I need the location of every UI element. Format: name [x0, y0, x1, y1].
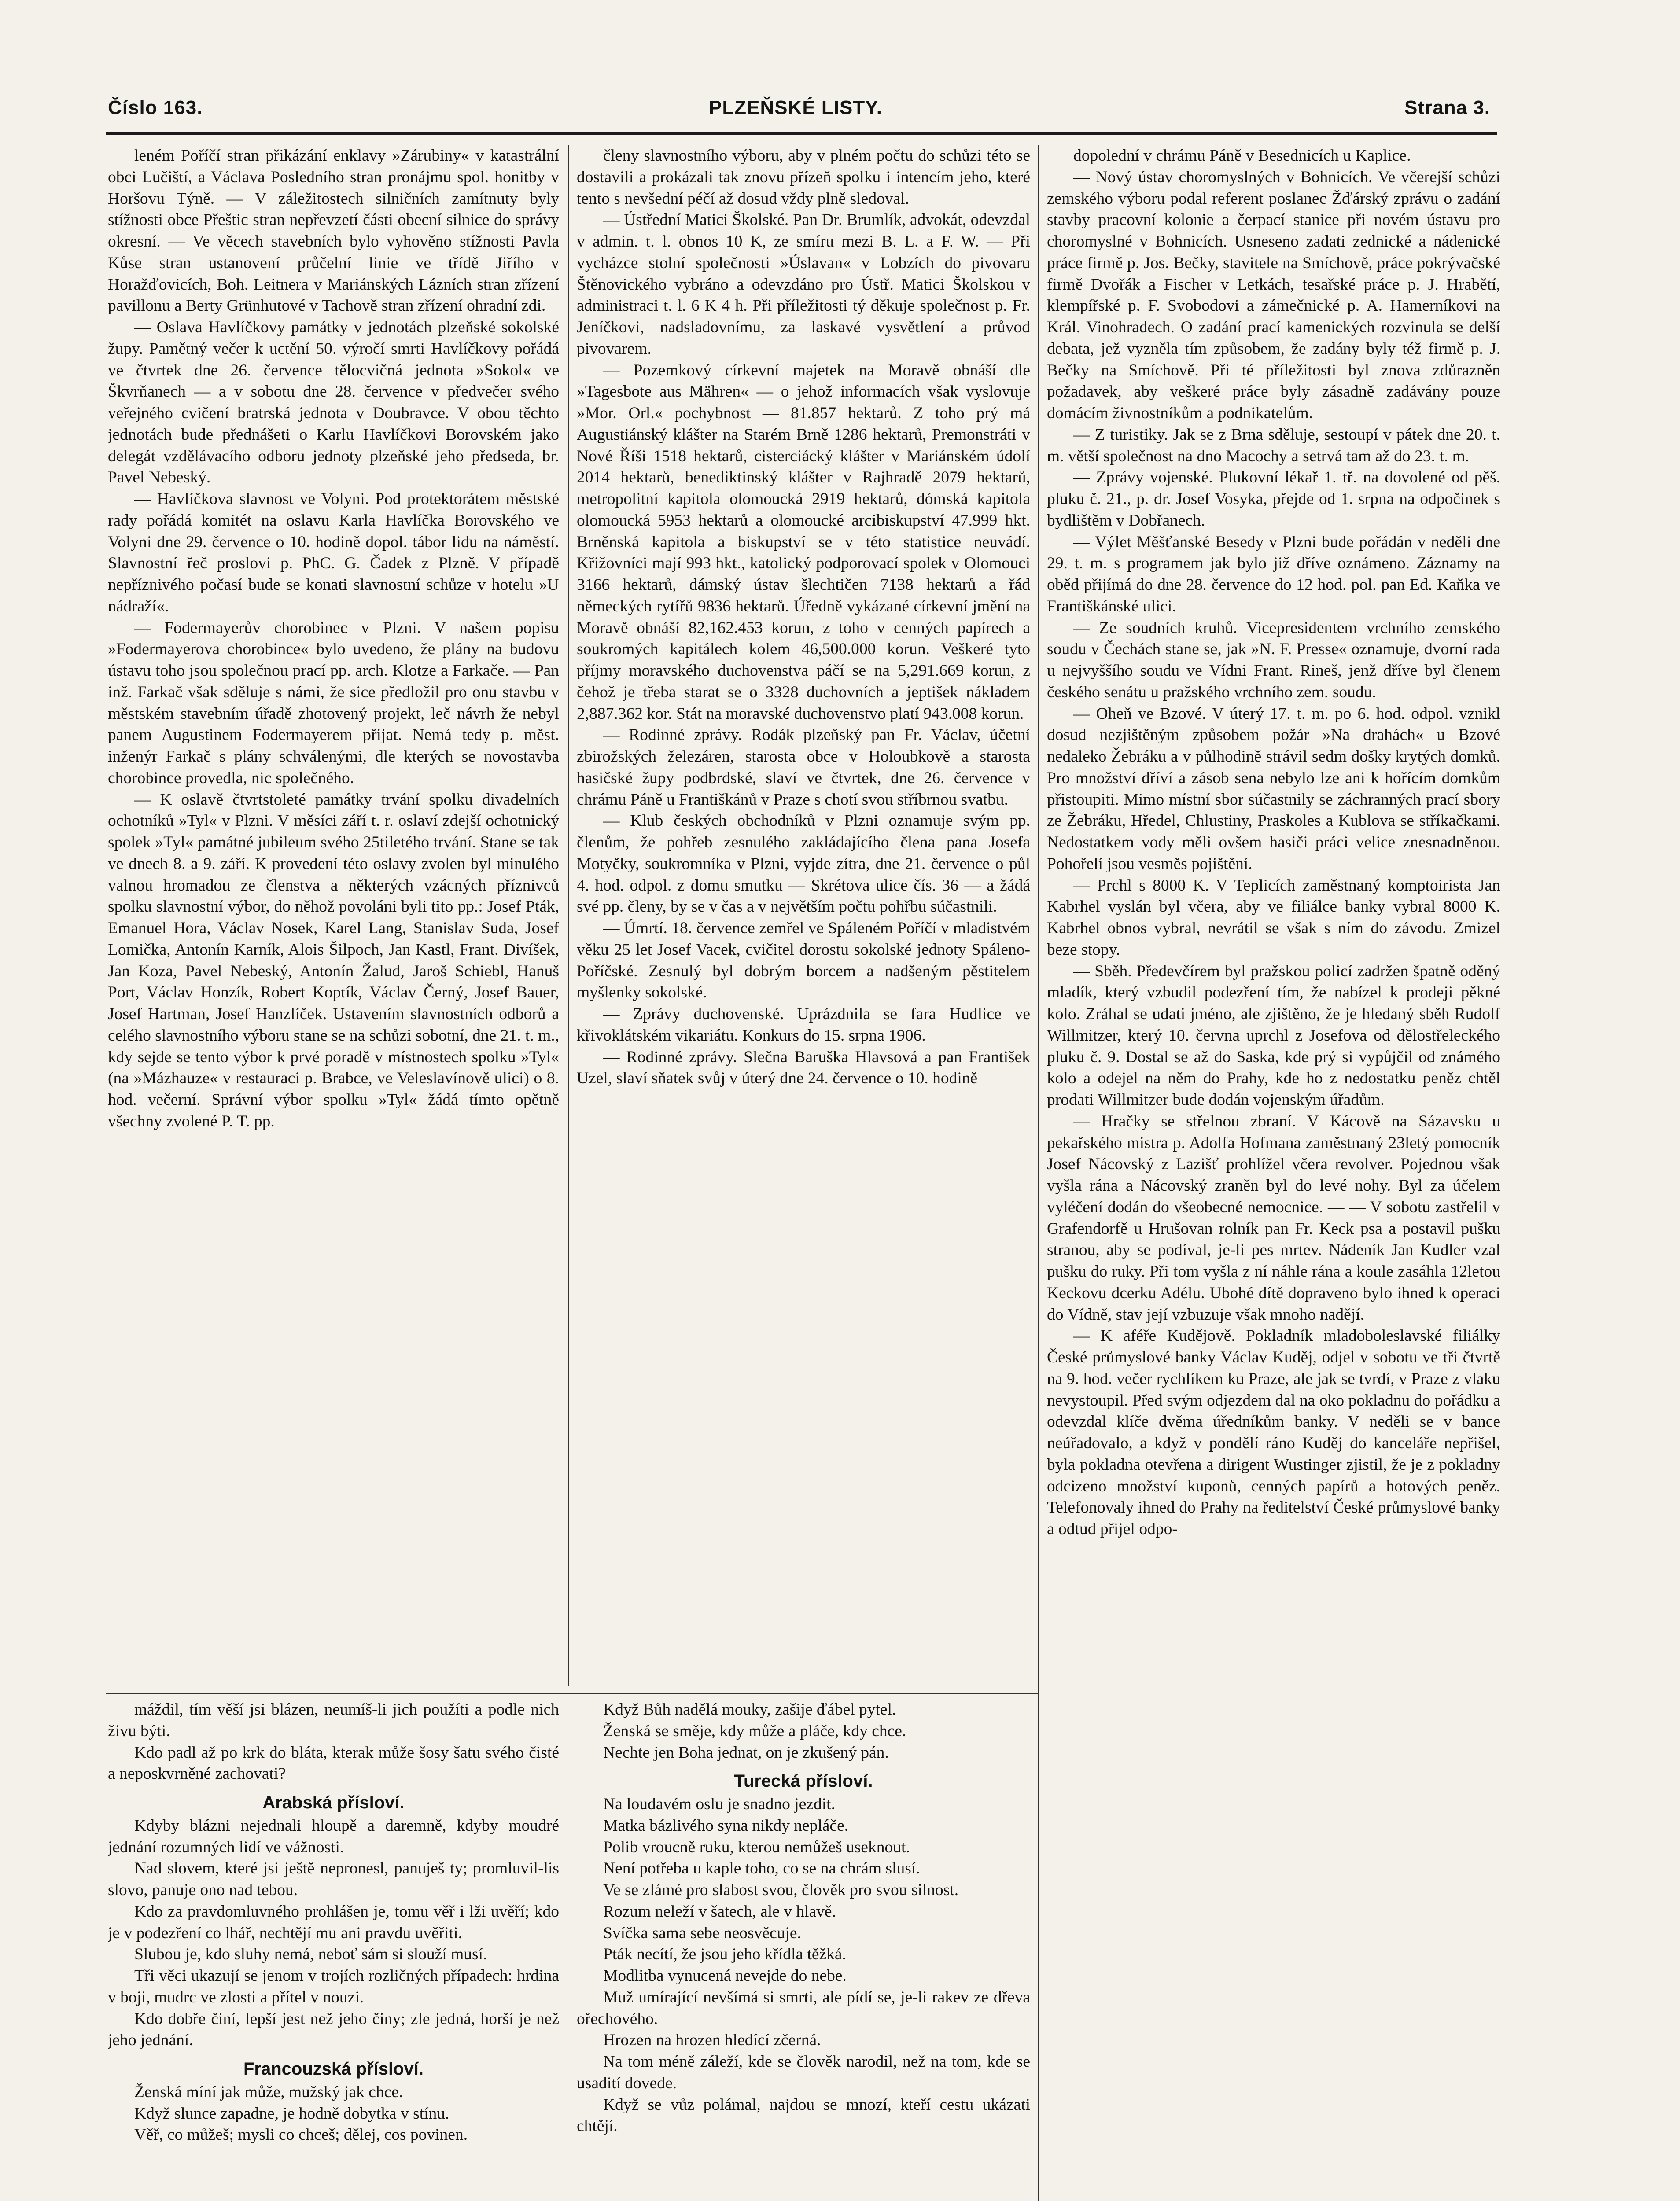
article: — K aféře Kudějově. Pokladník mladoboleslavské filiálky České průmyslové banky Václav Kuděj, odjel v sobotu ve tři čtvrtě na 9. hod. večer rychlíkem ku Praze, ale jak se tvrdí, v Praze z vlaku nevystoupil. Před svým odjezdem dal na oko pokladnu do pořádku a odevzdal klíče dvěma úředníkům banky. V neděli se v bance neúřadovalo, a když v pondělí ráno Kuděj do kanceláře nepřišel, byla pokladna otevřena a dirigent Wustinger zjistil, že je z pokladny odcizeno množství kuponů, cenných papírů a hotových peněz. Telefonovaly ihned do Prahy na ředitelství České průmyslové banky a odtud přijel odpo- — [1047, 1327, 1500, 1538]
section-heading: Francouzská přísloví. — [243, 2059, 424, 2079]
proverb: Na loudavém oslu je snadno jezdit. — [603, 1795, 835, 1813]
article: — Úmrtí. 18. července zemřel ve Spáleném Poříčí v mladistvém věku 25 let Josef Vacek, cvičitel dorostu sokolské jednoty Spáleno-Poříčské. Zesnulý byl dobrým borcem a nadšeným pěstitelem myšlenky sokolské. — [577, 919, 1030, 1002]
section-heading: Arabská přísloví. — [262, 1793, 405, 1812]
proverb: Na tom méně záleží, kde se člověk narodil, než na tom, kde se usadití dovede. — [577, 2053, 1030, 2092]
proverb: Když Bůh nadělá mouky, zašije ďábel pytel. — [603, 1700, 896, 1719]
proverb: Modlitba vynucená nevejde do nebe. — [603, 1967, 847, 1985]
feuilleton-column-1 — [108, 1699, 559, 2201]
article: — Pozemkový církevní majetek na Moravě obnáší dle »Tagesbote aus Mähren« — o jehož informacích však vyslovuje »Mor. Orl.« pochybnost — 81.857 hektarů. Z toho prý má Augustiánský klášter na Starém Brně 1286 hektarů, Premonstráti v Nové Říši 1518 hektarů, cisterciácký klášter v Mariánském údolí 2014 hektarů, benediktinský klášter v Rajhradě 2079 hektarů, metropolitní kapitola olomoucká 2919 hektarů, dómská kapitola olomoucká 5953 hektarů a olomoucké arcibiskupství 47.999 hkt. Brněnská kapitola a biskupství se v této statistice neuvádí. Křižovníci mají 993 hkt., katolický podporovací spolek v Olomouci 3166 hektarů, dámský ústav šlechtičen 7138 hektarů a řád německých rytířů 9836 hektarů. Úředně vykázané církevní jmění na Moravě obnáší 82,162.453 korun, z toho v cenných papírech a soukromých kapitálech kolem 46,500.000 korun. Veškeré tyto příjmy moravského duchovenstva páčí se na 5,291.669 korun, z čehož je třeba starat se o 3328 duchovních a jeptišek nákladem 2,887.362 kor. Stát na moravské duchovenstvo platí 943.008 korun. — [577, 361, 1030, 723]
proverb: Když se vůz polámal, najdou se mnozí, kteří cestu ukázati chtějí. — [577, 2095, 1030, 2135]
proverb: Slubou je, kdo sluhy nemá, neboť sám si slouží musí. — [134, 1945, 487, 1964]
proverb: Hrozen na hrozen hledící zčerná. — [603, 2031, 821, 2050]
feuilleton-rule — [106, 1693, 1038, 1694]
article: — Sběh. Předevčírem byl pražskou policí zadržen špatně oděný mladík, který vzbudil podezření tím, že nabízel k prodeji pěkné kolo. Zráhal se udati jméno, ale zjištěno, že je hledaný sběh Rudolf Willmitzer, který 10. června uprchl z Josefova od dělostřeleckého pluku č. 9. Dostal se až do Saska, kde prý si vypůjčil od známého kolo a odejel na něm do Prahy, kde ho z nedostatku peněz chtěl prodati Willmitzer bude dodán vojenským úřadům. — [1047, 962, 1500, 1109]
proverb: Ženská se směje, kdy může a pláče, kdy chce. — [603, 1722, 906, 1740]
article: — Ústřední Matici Školské. Pan Dr. Brumlík, advokát, odevzdal v admin. t. l. obnos 10 K, ze smíru mezi B. L. a F. W. — Při vycházce stolní společnosti »Úslavan« v Lobzích do pivovaru Štěnovického vybráno a odevzdáno pro Ústř. Matici Školskou v administraci t. l. 6 K 4 h. Při příležitosti tý děkuje společnost p. Fr. Jeníčkovi, nadsladovnímu, za laskavé vysvětlení a průvod pivovarem. — [577, 211, 1030, 358]
proverb: Polib vroucně ruku, kterou nemůžeš useknout. — [603, 1838, 910, 1856]
newspaper-title: PLZEŇSKÉ LISTY. — [709, 97, 882, 118]
feuilleton-column-2 — [577, 1699, 1030, 2201]
article: — Z turistiky. Jak se z Brna sděluje, sestoupí v pátek dne 20. t. m. větší společnost na dno Macochy a setrvá tam až do 23. t. m. — [1047, 425, 1500, 465]
article: — Zprávy vojenské. Plukovní lékař 1. tř. na dovolené od pěš. pluku č. 21., p. dr. Josef Vosyka, přejde od 1. srpna na odpočinek s bydlištěm v Dobřanech. — [1047, 468, 1500, 530]
column-2 — [577, 145, 1030, 1686]
proverb: Kdo padl až po krk do bláta, kterak může šosy šatu svého čisté a neposkvrněné zachovati? — [108, 1743, 559, 1783]
proverb: Ve se zlámé pro slabost svou, člověk pro svou silnost. — [603, 1881, 959, 1899]
section-heading: Turecká přísloví. — [734, 1771, 873, 1791]
article: — Hračky se střelnou zbraní. V Kácově na Sázavsku u pekařského mistra p. Adolfa Hofmana zaměstnaný 23letý pomocník Josef Nácovský z Lazišť prohlížel včera revolver. Pojednou však vyšla rána a Nácovský zraněn byl do levé nohy. Byl za účelem vyléčení dodán do všeobecné nemocnice. — — V sobotu zastřelil v Grafendorfě u Hrušovan rolník pan Fr. Keck psa a postavil pušku stranou, aby se podíval, je-li pes mrtev. Nádeník Jan Kudler vzal pušku do ruky. Při tom vyšla z ní náhle rána a koule zasáhla 12letou Keckovu dcerku Adélu. Ubohé dítě dopraveno bylo ihned k operaci do Vídně, stav její vzbuzuje však mnoho nadějí. — [1047, 1112, 1500, 1324]
article: — Havlíčkova slavnost ve Volyni. Pod protektorátem městské rady pořádá komitét na oslavu Karla Havlíčka Borovského ve Volyni dne 29. července o 10. hodině dopol. tábor lidu na náměstí. Slavnostní řeč proslovi p. PhC. G. Čadek z Plzně. V případě nepříznivého počasí bude se konati slavnostní schůze v hotelu »U nádraží«. — [108, 490, 559, 615]
proverb: Muž umírající nevšímá si smrti, ale pídí se, je-li rakev ze dřeva ořechového. — [577, 1988, 1030, 2028]
article: — Zprávy duchovenské. Uprázdnila se fara Hudlice ve křivoklátském vikariátu. Konkurs do 15. srpna 1906. — [577, 1005, 1030, 1045]
article: dopolední v chrámu Páně v Besednicích u Kaplice. — [1073, 147, 1411, 165]
proverb: Nechte jen Boha jednat, on je zkušený pán. — [603, 1743, 889, 1762]
article: — Oheň ve Bzové. V úterý 17. t. m. po 6. hod. odpol. vznikl dosud nezjištěným způsobem požár »Na drahách« u Bzové nedaleko Žebráku a v půlhodině strávil sedm došky krytých domků. Pro množství dříví a zásob sena nebylo lze ani k hořícím domkům přistoupiti. Mimo místní sbor súčastnily se záchranných prací sbory ze Žebráku, Hředel, Chlustiny, Praskoles a Kublova se stříkačkami. Nedostatkem vody měli ovšem hasiči práci velice znesnadněnou. Pohořelí jsou vesměs pojištění. — [1047, 704, 1500, 873]
proverb: Když slunce zapadne, je hodně dobytka v stínu. — [134, 2104, 449, 2123]
article: — Klub českých obchodníků v Plzni oznamuje svým pp. členům, že pohřeb zesnulého zakládajícího člena pana Josefa Motyčky, soukromníka v Plzni, vyjde zítra, dne 21. července o půl 4. hod. odpol. z domu smutku — Skrétova ulice čís. 36 — a žádá své pp. členy, by se v čas a v největším počtu pohřbu súčastnili. — [577, 812, 1030, 916]
column-3 — [1047, 145, 1500, 2201]
page-number: Strana 3. — [1404, 97, 1490, 118]
proverb: Kdo za pravdomluvného prohlášen je, tomu věř i lži uvěří; kdo je v podezření co lhář, nechtějí mu ani pravdu uvěřiti. — [108, 1902, 559, 1942]
article: — Výlet Měšťanské Besedy v Plzni bude pořádán v neděli dne 29. t. m. s programem jak bylo již dříve oznámeno. Záznamy na oběd přijímá do dne 28. července do 12 hod. pol. pan Ed. Kaňka ve Františkánské ulici. — [1047, 533, 1500, 615]
proverb: Ženská míní jak může, mužský jak chce. — [134, 2083, 403, 2101]
article: — Nový ústav choromyslných v Bohnicích. Ve včerejší schůzi zemského výboru podal referent poslanec Žďárský zprávu o zadání stavby pracovní kolonie a čerpací stanice při novém ústavu pro choromyslné v Bohnicích. Usneseno zadati zednické a nádenické práce firmě p. Jos. Bečky, stavitele na Smíchově, práce pokrývačské firmě Dvořák a Fischer v Letkách, tesařské práce p. J. Hrabětí, klempířské p. F. Svobodovi a zámečnické p. A. Hamerníkovi na Král. Vinohradech. O zadání prací kamenických rozvinula se delší debata, jež vyzněla tím způsobem, že zadány byly též firmě p. J. Bečky na Smíchově. Při té příležitosti byl znova zdůrazněn požadavek, aby veškeré práce byly zásadně zadávány pouze domácím živnostníkům a podnikatelům. — [1047, 168, 1500, 422]
proverb: Není potřeba u kaple toho, co se na chrám slusí. — [603, 1859, 920, 1878]
article: leném Poříčí stran přikázání enklavy »Zárubiny« v katastrální obci Lučiští, a Václava Posledního stran pronájmu spol. honitby v Horšovu Týně. — V záležitostech silničních zamítnuty byly stížnosti obce Přeštic stran nepřevzetí části obecní silnice do správy okresní. — Ve věcech stavebních bylo vyhověno stížnosti Pavla Kůse stran ustanovení průčelní linie ve třídě Jiřího v Horažďovicích, Boh. Leitnera v Mariánských Lázních stran zřízení pavillonu a Berty Grünhutové v Tachově stran zřízení ohradní zdi. — [108, 147, 559, 315]
proverb: Nad slovem, které jsi ještě nepronesl, panuješ ty; promluvil-lis slovo, panuje ono nad tebou. — [108, 1859, 559, 1899]
proverb: Kdo dobře činí, lepší jest než jeho činy; zle jedná, horší je než jeho jednání. — [108, 2010, 559, 2050]
proverb: Matka bázlivého syna nikdy nepláče. — [603, 1816, 849, 1835]
proverb: máždil, tím věší jsi blázen, neumíš-li jich použíti a podle nich živu býti. — [108, 1700, 559, 1740]
article: — Rodinné zprávy. Rodák plzeňský pan Fr. Václav, účetní zbirožských železáren, starosta obce v Holoubkově a starosta hasičské župy podbrdské, slaví ve čtvrtek, dne 26. července v chrámu Páně u Františkánů v Praze s chotí svou stříbrnou svatbu. — [577, 726, 1030, 809]
proverb: Svíčka sama sebe neosvěcuje. — [603, 1924, 801, 1942]
column-divider — [1038, 145, 1039, 2201]
article: — K oslavě čtvrtstoleté památky trvání spolku divadelních ochotníků »Tyl« v Plzni. V měsíci září t. r. oslaví zdejší ochotnický spolek »Tyl« památné jubileum svého 25tiletého trvání. Stane se tak ve dnech 8. a 9. září. K provedení této oslavy zvolen byl minulého valnou hromadou ze členstva a některých vzácných příznivců spolku slavnostní výbor, do něhož povoláni byli tito pp.: Josef Pták, Emanuel Hora, Václav Nosek, Karel Lang, Stanislav Suda, Josef Lomička, Antonín Karník, Alois Šilpoch, Jan Kastl, Frant. Divíšek, Jan Koza, Pavel Nebeský, Antonín Žalud, Jaroš Schiebl, Hanuš Port, Václav Honzík, Robert Koptík, Václav Černý, Josef Bauer, Josef Hartman, Josef Hanzlíček. Ustavením slavnostních odborů a celého slavnostního výboru stane se na schůzi sobotní, dne 21. t. m., kdy sejde se tento výbor k prvé poradě v místnostech spolku »Tyl« (na »Mázhauze« v restauraci p. Brabce, ve Veleslavínově ulici) o 8. hod. večerní. Správní výbor spolku »Tyl« žádá tímto opětně všechny zvolené P. T. pp. — [108, 790, 559, 1130]
article: členy slavnostního výboru, aby v plném počtu do schůzi této se dostavili a prokázali tak znovu přízeň spolku i intencím jeho, které tento s nevšední péčí až dosud vždy plně sledoval. — [577, 147, 1030, 208]
header-rule — [106, 132, 1497, 135]
issue-number: Číslo 163. — [108, 97, 203, 118]
article: — Oslava Havlíčkovy památky v jednotách plzeňské sokolské župy. Pamětný večer k uctění 50. výročí smrti Havlíčkovy pořádá ve čtvrtek dne 26. července tělocvičná jednota »Sokol« ve Škvrňanech — a v sobotu dne 28. července v předvečer svého veřejného cvičení bratrská jednota v Doubravce. V obou těchto jednotách bude přednášeti o Karlu Havlíčkovi Borovském jako delegát vzdělávacího odboru jednoty plzeňské jeho předseda, br. Pavel Nebeský. — [108, 318, 559, 487]
proverb: Pták necítí, že jsou jeho křídla těžká. — [603, 1945, 846, 1964]
proverb: Rozum neleží v šatech, ale v hlavě. — [603, 1902, 836, 1921]
article: — Ze soudních kruhů. Vicepresidentem vrchního zemského soudu v Čechách stane se, jak »N. F. Presse« oznamuje, dvorní rada u nejvyššího soudu ve Vídni Frant. Rineš, jenž dříve byl členem českého senátu u pražského vrchního zem. soudu. — [1047, 618, 1500, 701]
column-1 — [108, 145, 559, 1686]
proverb: Věř, co můžeš; mysli co chceš; dělej, cos povinen. — [134, 2126, 468, 2144]
article: — Rodinné zprávy. Slečna Baruška Hlavsová a pan František Uzel, slaví sňatek svůj v úterý dne 24. července o 10. hodině — [577, 1048, 1030, 1088]
proverb: Tři věci ukazují se jenom v trojích rozličných případech: hrdina v boji, mudrc ve zlosti a přítel v nouzi. — [108, 1967, 559, 2006]
article: — Prchl s 8000 K. V Teplicích zaměstnaný komptoirista Jan Kabrhel vyslán byl včera, aby ve filiálce banky vybral 8000 K. Kabrhel obnos vybral, nevrátil se však s ním do závodu. Zmizel beze stopy. — [1047, 876, 1500, 959]
column-divider — [568, 145, 569, 1686]
proverb: Kdyby blázni nejednali hloupě a daremně, kdyby moudré jednání rozumných lidí ve vážnosti. — [108, 1816, 559, 1856]
masthead — [108, 92, 1490, 128]
article: — Fodermayerův chorobinec v Plzni. V našem popisu »Fodermayerova chorobince« bylo uvedeno, že plány na budovu ústavu toho jsou společnou prací pp. arch. Klotze a Farkače. — Pan inž. Farkač však sděluje s námi, že sice předložil pro onu stavbu v městském stavebním úřadě zhotovený projekt, leč návrh že nebyl panem Augustinem Fodermayerem přijat. Nemá tedy p. měst. inženýr Farkač s plány schválenými, dle kterých se novostavba chorobince provedla, nic společného. — [108, 618, 559, 787]
